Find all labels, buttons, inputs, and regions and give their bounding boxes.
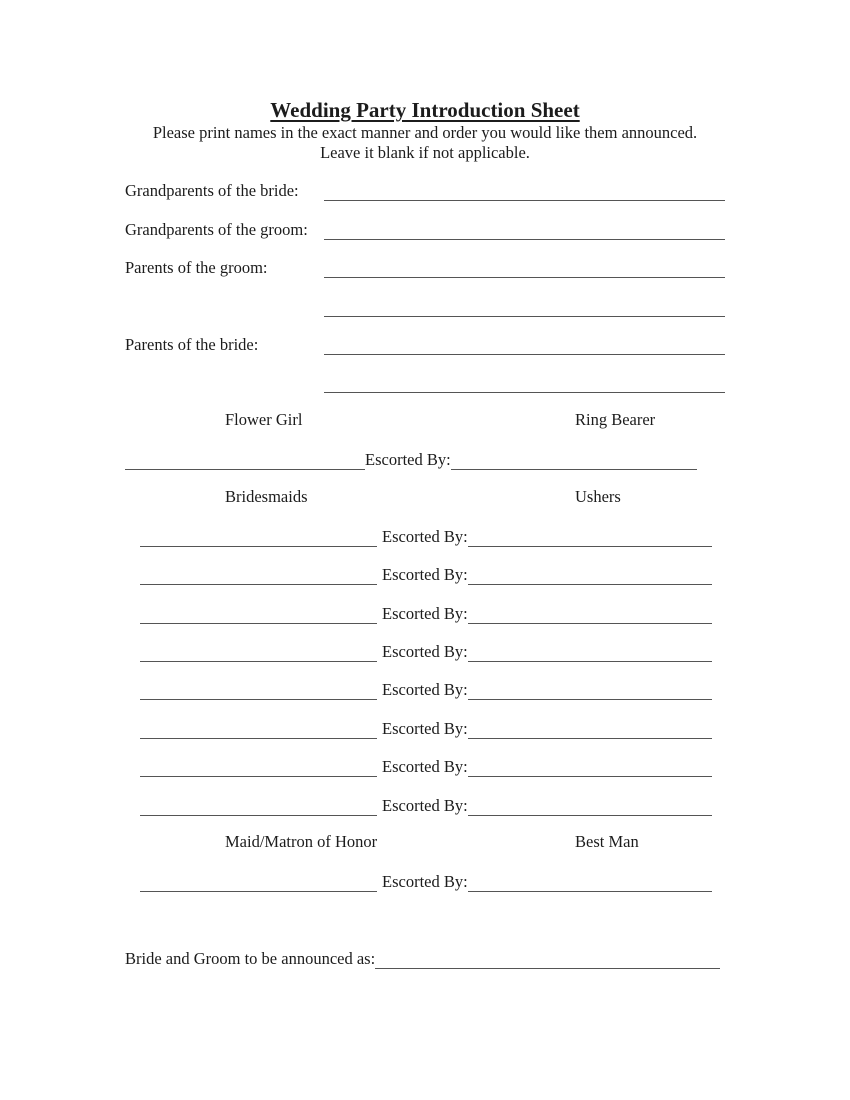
escorted-by-label: Escorted By:	[382, 603, 468, 623]
escort-row-bridesmaid-5	[125, 662, 725, 700]
bridesmaids-header: Bridesmaids	[225, 486, 308, 506]
spacer-row	[125, 892, 725, 930]
best-man-header: Best Man	[575, 832, 639, 852]
header-row-honor-bestman	[125, 816, 725, 854]
announce-input-line[interactable]	[375, 968, 720, 969]
escorted-by-label: Escorted By:	[382, 757, 468, 777]
flower-girl-header: Flower Girl	[225, 409, 303, 429]
announce-label: Bride and Groom to be announced as:	[125, 949, 376, 969]
grandparents-groom-label: Grandparents of the groom:	[125, 219, 308, 239]
field-row-parents-bride-extra	[125, 355, 725, 393]
grandparents-bride-label: Grandparents of the bride:	[125, 181, 299, 201]
field-row-parents-groom-extra	[125, 278, 725, 316]
subtitle-line-1: Please print names in the exact manner and order you would like them announced.	[152, 123, 698, 142]
escorted-by-label: Escorted By:	[382, 642, 468, 662]
escort-row-bridesmaid-6	[125, 700, 725, 738]
escort-row-flower-girl	[125, 432, 725, 470]
maid-matron-of-honor-header: Maid/Matron of Honor	[225, 832, 378, 852]
parents-groom-label: Parents of the groom:	[125, 258, 268, 278]
escorted-by-label: Escorted By:	[382, 526, 468, 546]
escort-row-maid-of-honor	[125, 854, 725, 892]
header-row-flowergirl-ringbearer	[125, 393, 725, 431]
escorted-by-label: Escorted By:	[382, 795, 468, 815]
field-row-grandparents-groom	[125, 201, 725, 239]
escorted-by-label: Escorted By:	[382, 680, 468, 700]
escorted-by-label: Escorted By:	[382, 565, 468, 585]
field-row-grandparents-bride	[125, 163, 725, 201]
announce-row	[125, 931, 725, 969]
subtitle-line-2: Leave it blank if not applicable.	[320, 143, 530, 162]
maid-of-honor-name-input-line[interactable]	[140, 891, 377, 892]
parents-bride-label: Parents of the bride:	[125, 334, 259, 354]
field-row-parents-groom	[125, 240, 725, 278]
escort-row-bridesmaid-4	[125, 624, 725, 662]
best-man-escort-input-line[interactable]	[468, 891, 712, 892]
ushers-header: Ushers	[575, 486, 621, 506]
escort-row-bridesmaid-1	[125, 509, 725, 547]
escort-row-bridesmaid-8	[125, 777, 725, 815]
escorted-by-label: Escorted By:	[382, 872, 468, 892]
escorted-by-label: Escorted By:	[365, 450, 451, 470]
escort-row-bridesmaid-7	[125, 739, 725, 777]
escort-row-bridesmaid-2	[125, 547, 725, 585]
ring-bearer-header: Ring Bearer	[575, 409, 656, 429]
field-row-parents-bride	[125, 317, 725, 355]
escorted-by-label: Escorted By:	[382, 718, 468, 738]
page-title: Wedding Party Introduction Sheet	[270, 98, 580, 122]
escort-row-bridesmaid-3	[125, 585, 725, 623]
header-row-bridesmaids-ushers	[125, 470, 725, 508]
